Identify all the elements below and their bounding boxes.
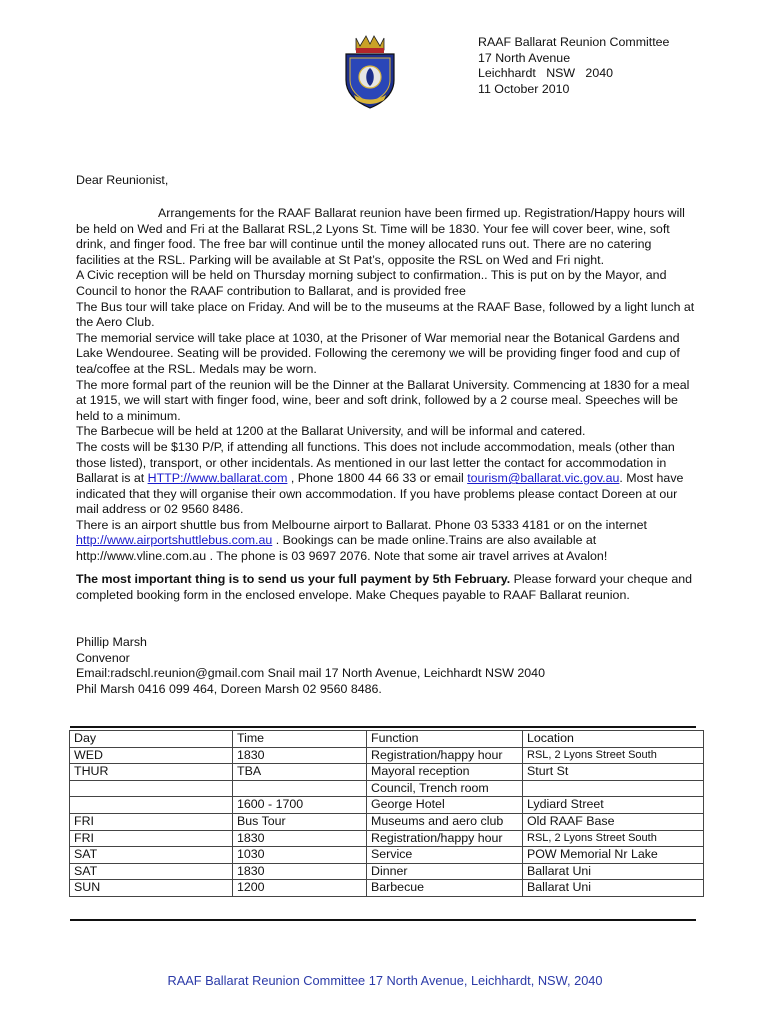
table-row: WED 1830 Registration/happy hour RSL, 2 Lyons Street South xyxy=(70,747,704,764)
squadron-crest-logo xyxy=(340,32,400,110)
schedule-table xyxy=(69,730,704,897)
page-footer: RAAF Ballarat Reunion Committee 17 North Avenue, Leichhardt, NSW, 2040 xyxy=(167,973,603,988)
header-function: Function xyxy=(367,731,523,748)
paragraph-bus-tour: The Bus tour will take place on Friday. And will be to the museums at the RAAF Base, followed by a light lunch at the Aero Club. xyxy=(76,299,695,330)
paragraph-barbecue: The Barbecue will be held at 1200 at the Ballarat University, and will be informal and catered. xyxy=(76,424,586,439)
header-day: Day xyxy=(70,731,233,748)
payment-notice: The most important thing is to send us your full payment by 5th February. Please forward your cheque and completed booking form in the enclosed envelope. Make Cheques payable to RAAF Ballarat reunion. xyxy=(76,572,693,602)
address-line: RAAF Ballarat Reunion Committee xyxy=(478,35,670,49)
paragraph-civic-reception: A Civic reception will be held on Thursday morning subject to confirmation.. This is put on by the Mayor, and Council to honor the RAAF contribution to Ballarat, and is provided free xyxy=(76,268,667,298)
signature-block xyxy=(76,635,545,697)
table-row: SAT 1830 Dinner Ballarat Uni xyxy=(70,863,704,880)
signer-title: Convenor xyxy=(76,650,130,665)
signer-name: Phillip Marsh xyxy=(76,635,147,649)
table-header-row xyxy=(70,731,704,748)
divider-bottom xyxy=(70,919,696,921)
paragraph-registration: Arrangements for the RAAF Ballarat reunion have been firmed up. Registration/Happy hours will be held on Wed and Fri at the Ballarat RSL,2 Lyons St. Time will be 1830. Your fee will cover beer, wine, soft drink, and finger food. The free bar will continue until the money allocated runs out. There are no catering facilities at the RSL. Parking will be available at St Pat’s, opposite the RSL on Wed and Fri night. xyxy=(76,206,685,267)
paragraph-shuttle: There is an airport shuttle bus from Melbourne airport to Ballarat. Phone 03 5333 4181 or on the internet http://www.airportshuttlebus.com.au . Bookings can be made online.Trains are also available at http://www.vline.com.au . The phone is 03 9697 2076. Note that some air travel arrives at Avalon! xyxy=(76,517,647,564)
table-row: THUR TBA Mayoral reception Sturt St xyxy=(70,764,704,781)
paragraph-memorial-service: The memorial service will take place at 1030, at the Prisoner of War memorial near the Botanical Gardens and Lake Wendouree. Seating will be provided. Following the ceremony we will be providing finger food and cup of tea/coffee at the RSL. Medals may be worn. xyxy=(76,330,680,376)
divider-top xyxy=(70,726,696,728)
sender-address xyxy=(478,35,669,97)
letter-date: 11 October 2010 xyxy=(478,81,570,96)
tourism-email-link[interactable]: tourism@ballarat.vic.gov.au xyxy=(467,471,620,486)
table-row: SUN 1200 Barbecue Ballarat Uni xyxy=(70,880,704,897)
shuttle-website-link[interactable]: http://www.airportshuttlebus.com.au xyxy=(76,533,273,548)
address-line: 17 North Avenue xyxy=(478,50,571,65)
table-row: FRI Bus Tour Museums and aero club Old RAAF Base xyxy=(70,813,704,830)
header-time: Time xyxy=(233,731,367,748)
paragraph-dinner: The more formal part of the reunion will be the Dinner at the Ballarat University. Commencing at 1830 for a meal at 1915, we will start with finger food, wine, beer and soft drink, followed by a 2 course meal. Speeches will be held to a minimum. xyxy=(76,377,690,423)
table-row: FRI 1830 Registration/happy hour RSL, 2 Lyons Street South xyxy=(70,830,704,847)
paragraph-costs: The costs will be $130 P/P, if attending all functions. This does not include accommodation, meals (other than those listed), transport, or other incidentals. As mentioned in our last letter the contact for accommodation in Ballarat is at HTTP://www.ballarat.com , Phone 1800 44 66 33 or email tourism@ballarat.vic.gov.au. Most have indicated that they will organise their own accommodation. If you have problems please contact Doreen at our mail address or 02 9560 8486. xyxy=(76,439,684,517)
address-line: Leichhardt NSW 2040 xyxy=(478,66,613,80)
header-location: Location xyxy=(523,731,704,748)
payment-deadline: The most important thing is to send us your full payment by 5th February. xyxy=(76,572,511,586)
letter-body xyxy=(76,206,696,565)
table-row: Council, Trench room xyxy=(70,780,704,797)
table-row: SAT 1030 Service POW Memorial Nr Lake xyxy=(70,847,704,864)
salutation: Dear Reunionist, xyxy=(76,173,169,187)
table-row: 1600 - 1700 George Hotel Lydiard Street xyxy=(70,797,704,814)
signer-phones: Phil Marsh 0416 099 464, Doreen Marsh 02 9560 8486. xyxy=(76,681,382,696)
signer-email: Email:radschl.reunion@gmail.com Snail mail 17 North Avenue, Leichhardt NSW 2040 xyxy=(76,666,545,681)
ballarat-website-link[interactable]: HTTP://www.ballarat.com xyxy=(147,471,288,486)
